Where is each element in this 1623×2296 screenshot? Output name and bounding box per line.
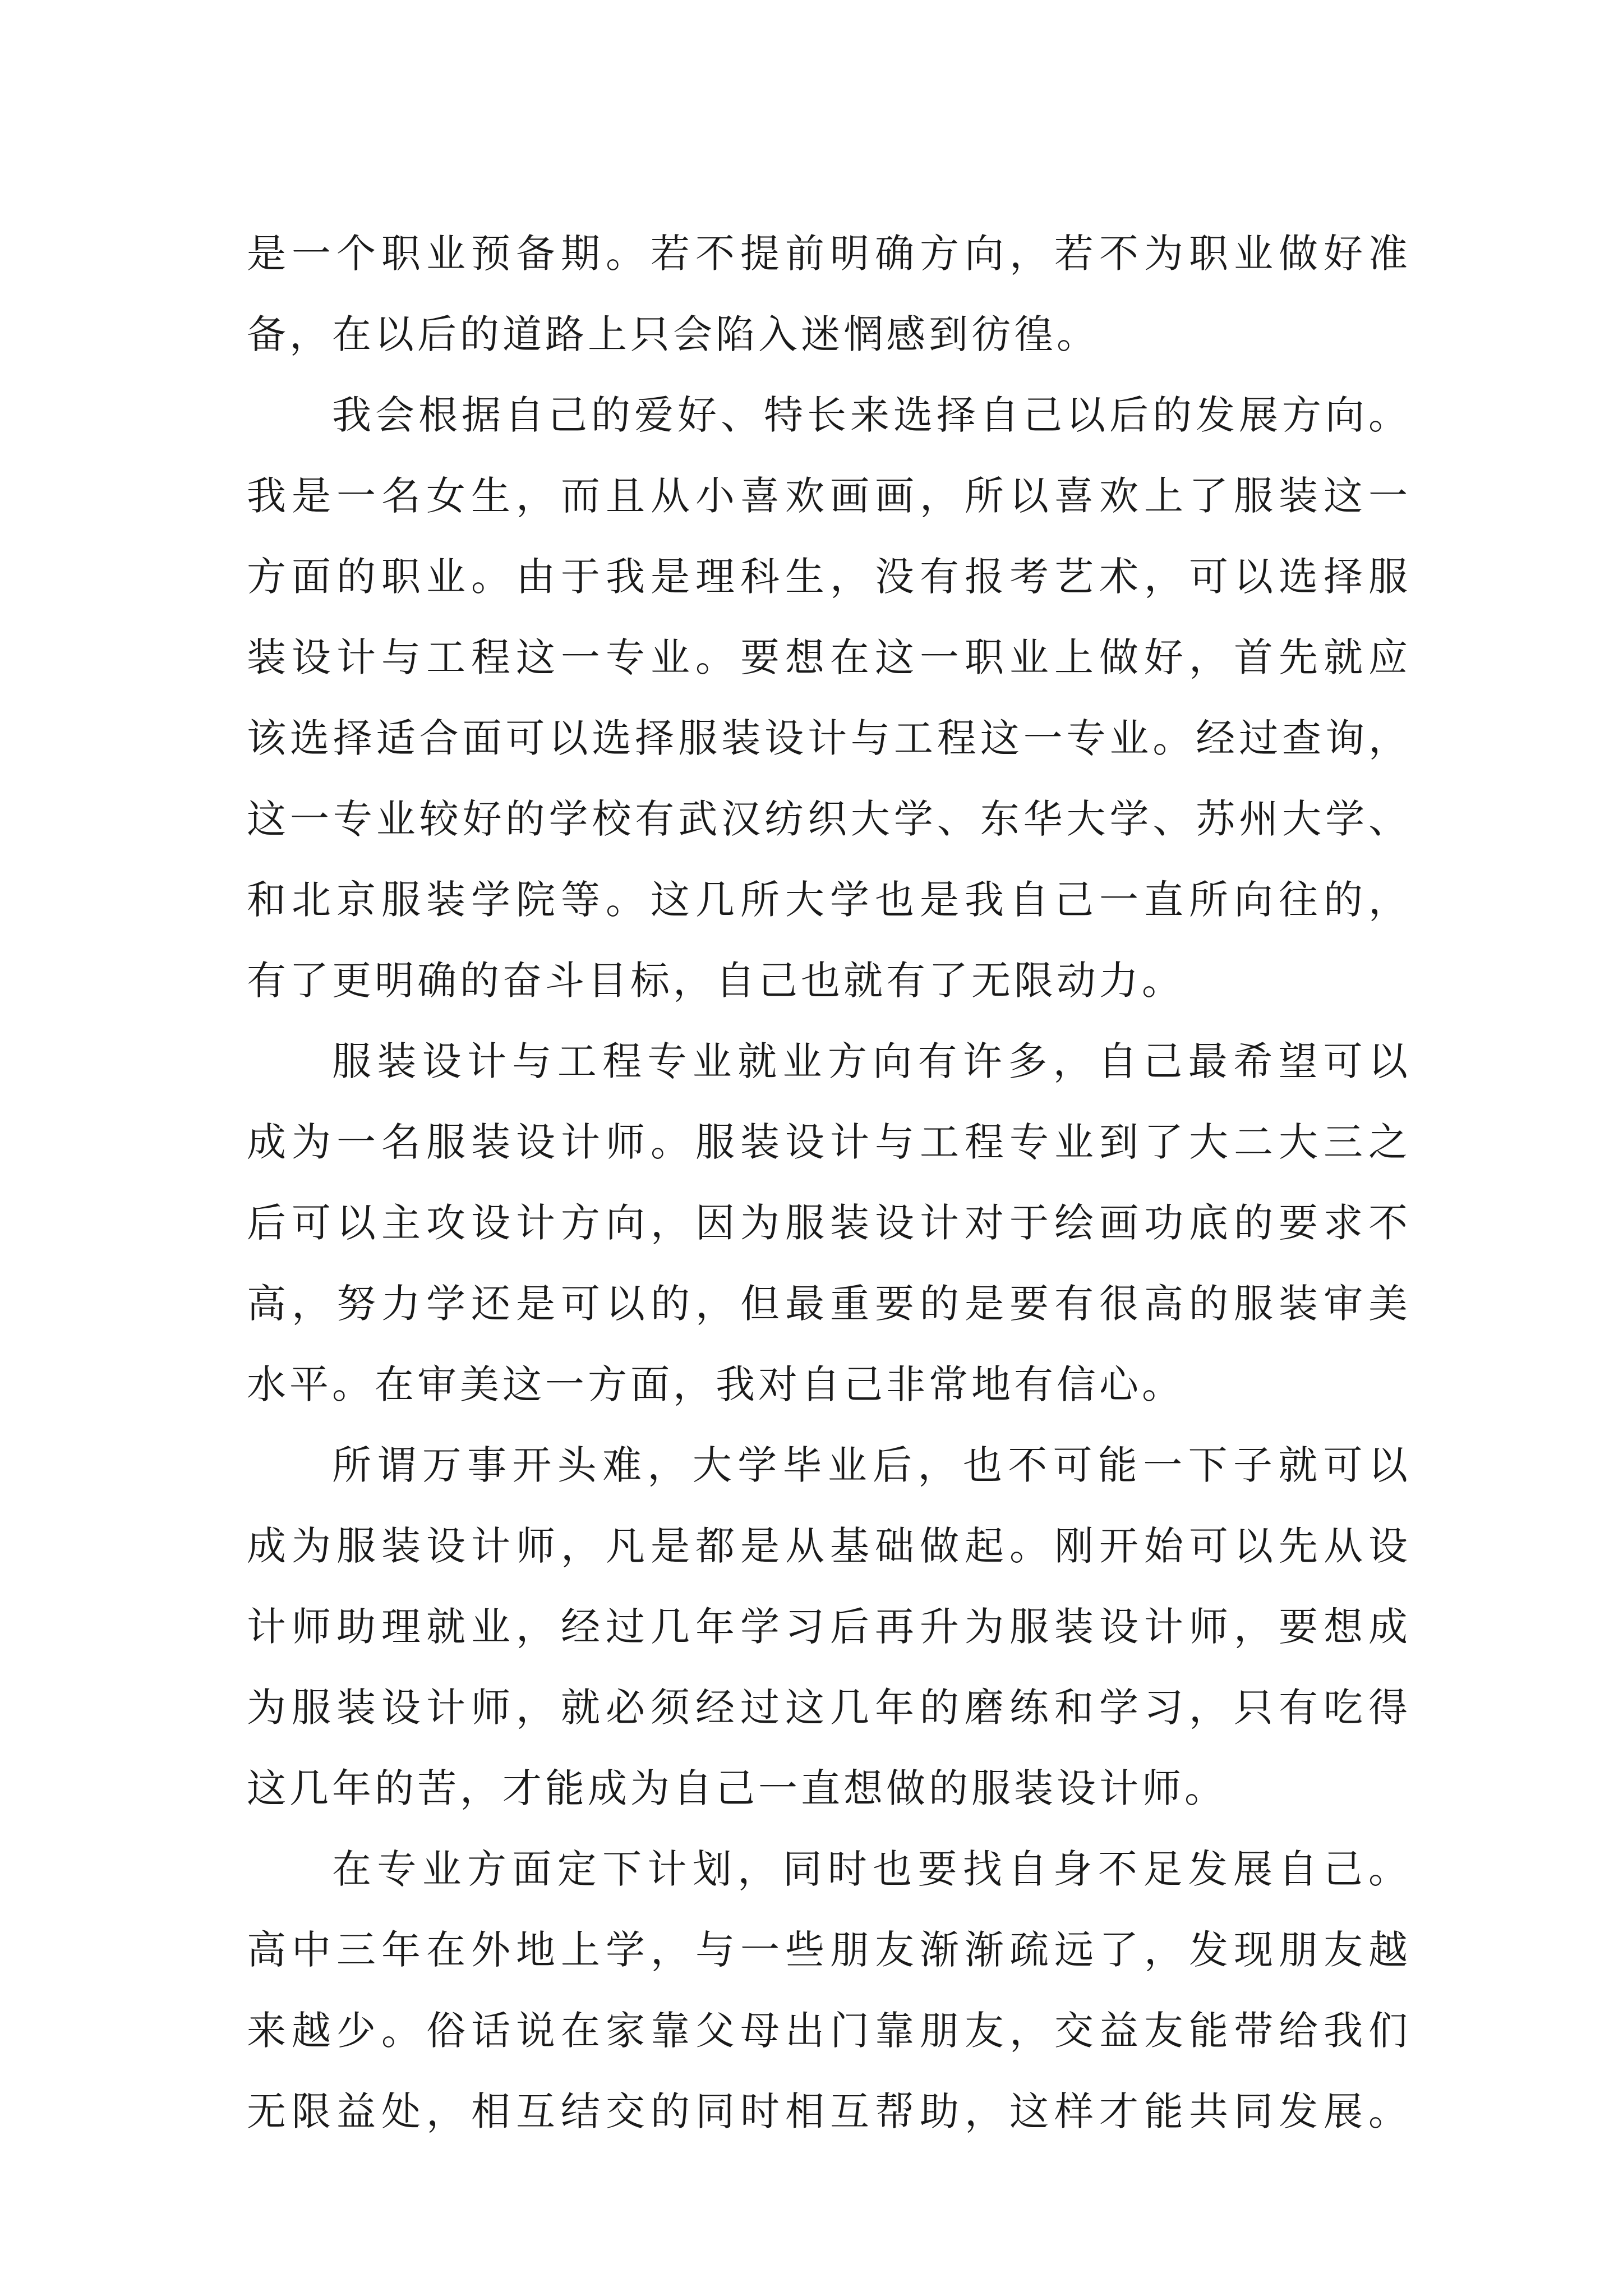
text-line: 高中三年在外地上学，与一些朋友渐渐疏远了，发现朋友越 bbox=[247, 1927, 1408, 1973]
text-line: 无限益处，相互结交的同时相互帮助，这样才能共同发展。 bbox=[247, 2088, 1408, 2134]
text-line: 为服装设计师，就必须经过这几年的磨练和学习，只有吃得 bbox=[247, 1685, 1408, 1731]
paragraph-first-line: 在专业方面定下计划，同时也要找自身不足发展自己。 bbox=[332, 1846, 1408, 1892]
text-line: 成为一名服装设计师。服装设计与工程专业到了大二大三之 bbox=[247, 1119, 1408, 1165]
text-line: 有了更明确的奋斗目标，自己也就有了无限动力。 bbox=[247, 958, 1184, 1004]
text-line: 装设计与工程这一专业。要想在这一职业上做好，首先就应 bbox=[247, 634, 1408, 680]
text-line: 是一个职业预备期。若不提前明确方向，若不为职业做好准 bbox=[247, 231, 1408, 277]
paragraph-first-line: 服装设计与工程专业就业方向有许多，自己最希望可以 bbox=[332, 1038, 1408, 1084]
text-line: 高，努力学还是可以的，但最重要的是要有很高的服装审美 bbox=[247, 1281, 1408, 1327]
paragraph-first-line: 所谓万事开头难，大学毕业后，也不可能一下子就可以 bbox=[332, 1442, 1408, 1488]
text-line: 后可以主攻设计方向，因为服装设计对于绘画功底的要求不 bbox=[247, 1200, 1408, 1246]
document-body bbox=[247, 213, 1408, 2152]
text-line: 备，在以后的道路上只会陷入迷惘感到彷徨。 bbox=[247, 311, 1099, 357]
text-line: 计师助理就业，经过几年学习后再升为服装设计师，要想成 bbox=[247, 1604, 1408, 1650]
text-line: 成为服装设计师，凡是都是从基础做起。刚开始可以先从设 bbox=[247, 1523, 1408, 1569]
text-line: 来越少。俗话说在家靠父母出门靠朋友，交益友能带给我们 bbox=[247, 2008, 1408, 2054]
text-line: 这几年的苦，才能成为自己一直想做的服装设计师。 bbox=[247, 1765, 1227, 1811]
text-line: 和北京服装学院等。这几所大学也是我自己一直所向往的， bbox=[247, 877, 1408, 923]
text-line: 该选择适合面可以选择服装设计与工程这一专业。经过查询， bbox=[247, 715, 1408, 761]
text-line: 这一专业较好的学校有武汉纺织大学、东华大学、苏州大学、 bbox=[247, 796, 1408, 842]
text-line: 水平。在审美这一方面，我对自己非常地有信心。 bbox=[247, 1361, 1184, 1407]
text-line: 我是一名女生，而且从小喜欢画画，所以喜欢上了服装这一 bbox=[247, 473, 1408, 519]
paragraph-first-line: 我会根据自己的爱好、特长来选择自己以后的发展方向。 bbox=[332, 392, 1408, 438]
text-line: 方面的职业。由于我是理科生，没有报考艺术，可以选择服 bbox=[247, 554, 1408, 600]
